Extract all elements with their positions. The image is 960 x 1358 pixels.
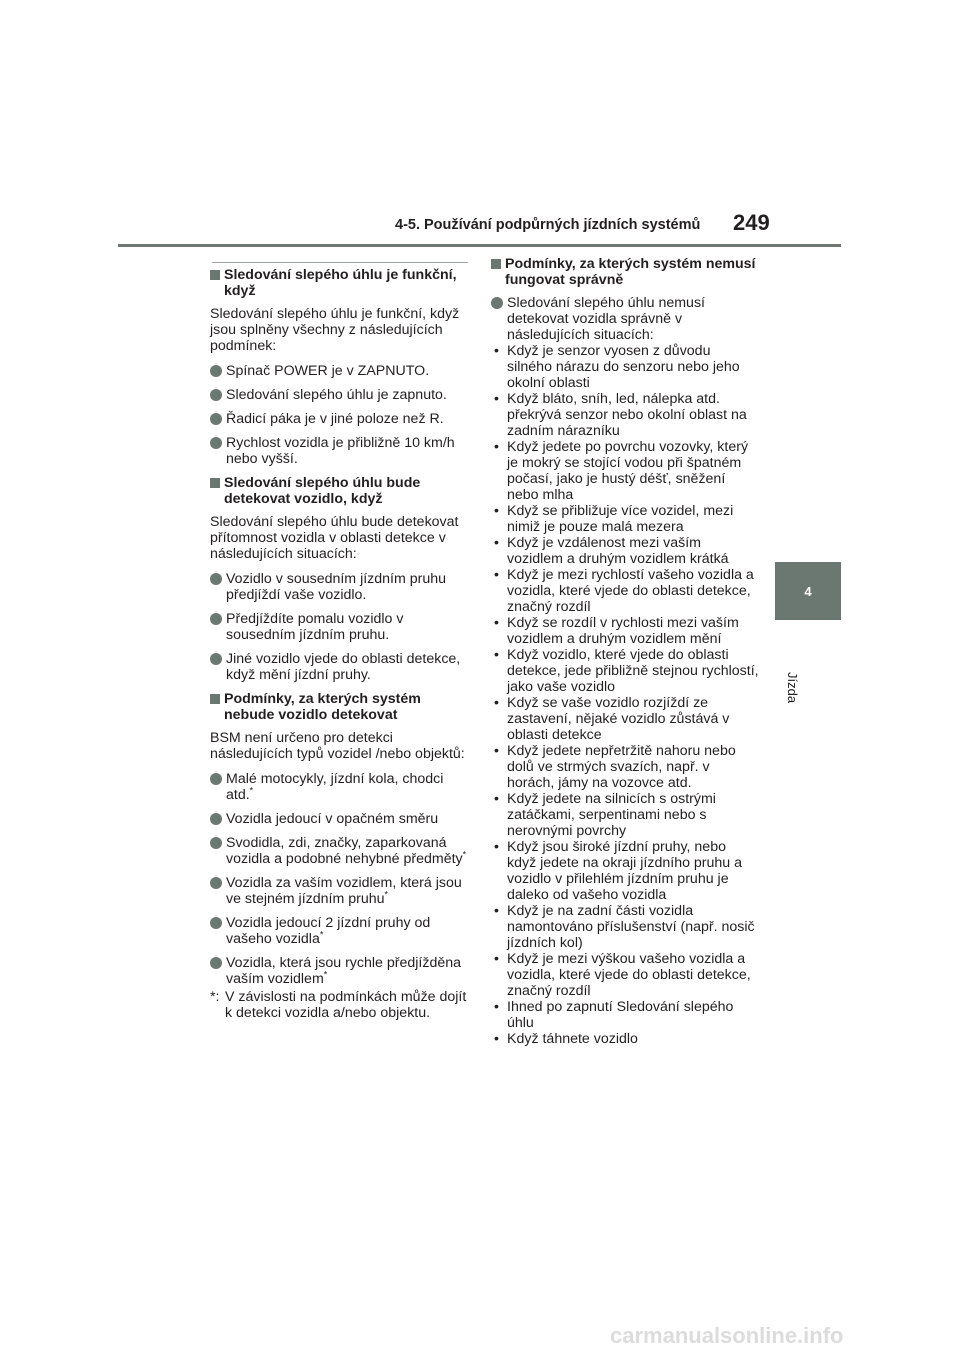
right-column [491, 256, 759, 1047]
paragraph: Sledování slepého úhlu bude detekovat přítomnost vozidla v oblasti detekce v následujících situacích: [210, 514, 459, 562]
sub-list-item: • Když bláto, sníh, led, nálepka atd. překrývá senzor nebo okolní oblast na zadním nárazníku [494, 391, 747, 439]
list-item: Jiné vozidlo vjede do oblasti detekce, když mění jízdní pruhy. [210, 651, 472, 683]
circle-bullet-icon [210, 365, 222, 377]
square-bullet-icon [491, 259, 501, 269]
sub-list-item: • Když jedete nepřetržitě nahoru nebo dolů ve strmých svazích, např. v horách, jámy na vozovce atd. [494, 743, 736, 791]
footnote-ref: * [323, 969, 328, 980]
sub-list-item: • Když se vaše vozidlo rozjíždí ze zastavení, nějaké vozidlo zůstává v oblasti detekce [494, 695, 730, 743]
circle-bullet-icon [210, 389, 222, 401]
circle-bullet-icon [210, 917, 222, 929]
list-item: Svodidla, zdi, značky, zaparkovaná vozidla a podobné nehybné předměty* [210, 835, 472, 867]
chapter-number: 4 [804, 583, 812, 599]
situations-list [491, 343, 759, 1047]
square-bullet-icon [210, 478, 220, 488]
sub-list-item: • Když je na zadní části vozidla namontováno příslušenství (např. nosič jízdních kol) [494, 903, 755, 951]
sub-list-item: • Když je vzdálenost mezi vaším vozidlem a druhým vozidlem krátká [494, 535, 729, 567]
sub-list-item: • Když vozidlo, které vjede do oblasti detekce, jede přibližně stejnou rychlostí, jako vaše vozidlo [494, 647, 759, 695]
list-item: Předjíždíte pomalu vozidlo v sousedním jízdním pruhu. [210, 611, 472, 643]
list-item: Vozidlo v sousedním jízdním pruhu předjíždí vaše vozidlo. [210, 571, 472, 603]
footnote-ref: * [249, 785, 254, 796]
sub-list-item: • Když jedete na silnicích s ostrými zatáčkami, serpentinami nebo s nerovnými povrchy [494, 791, 716, 839]
circle-bullet-icon [210, 957, 222, 969]
list-item: Malé motocykly, jízdní kola, chodci atd.* [210, 771, 472, 803]
heading-functional: Sledování slepého úhlu je funkční, když [210, 267, 472, 299]
circle-bullet-icon [210, 773, 222, 785]
left-column [210, 267, 472, 1021]
circle-bullet-icon [210, 653, 222, 665]
sub-list-item: • Když se rozdíl v rychlosti mezi vaším vozidlem a druhým vozidlem mění [494, 615, 739, 647]
list-item: Sledování slepého úhlu je zapnuto. [210, 387, 472, 403]
sub-list-item: • Když je senzor vyosen z důvodu silného nárazu do senzoru nebo jeho okolní oblasti [494, 343, 740, 391]
page-number: 249 [733, 210, 770, 235]
paragraph: BSM není určeno pro detekci následujících typů vozidel /nebo objektů: [210, 730, 465, 762]
list-item: Sledování slepého úhlu nemusí detekovat vozidla správně v následujících situacích: [491, 295, 759, 343]
heading-limitations: Podmínky, za kterých systém nemusí fungovat správně [491, 256, 759, 288]
section-title: 4-5. Používání podpůrných jízdních systémů [395, 217, 701, 233]
sub-list-item: • Když je mezi výškou vašeho vozidla a vozidla, které vjede do oblasti detekce, značný rozdíl [494, 951, 751, 999]
list-item: Řadicí páka je v jiné poloze než R. [210, 411, 472, 427]
list-item: Vozidla, která jsou rychle předjížděna vaším vozidlem* [210, 955, 472, 987]
sub-list-item: • Když jsou široké jízdní pruhy, nebo když jedete na okraji jízdního pruhu a vozidlo v přilehlém jízdním pruhu je daleko od vašeho vozidla [494, 839, 743, 903]
sub-list-item: • Když táhnete vozidlo [494, 1031, 638, 1047]
circle-bullet-icon [210, 837, 222, 849]
square-bullet-icon [210, 694, 220, 704]
paragraph: Sledování slepého úhlu je funkční, když jsou splněny všechny z následujících podmínek: [210, 306, 460, 354]
circle-bullet-icon [491, 297, 503, 309]
chapter-tab [775, 562, 841, 620]
list-item: Vozidla jedoucí 2 jízdní pruhy od vašeho vozidla* [210, 915, 472, 947]
chapter-label: Jízda [785, 672, 800, 704]
square-bullet-icon [210, 270, 220, 280]
sub-list-item: • Když jedete po povrchu vozovky, který je mokrý se stojící vodou při špatném počasí, jako je hustý déšť, sněžení nebo mlha [494, 439, 749, 503]
header-divider [118, 244, 841, 247]
heading-detection: Sledování slepého úhlu bude detekovat vozidlo, když [210, 475, 472, 507]
list-item: Rychlost vozidla je přibližně 10 km/h nebo vyšší. [210, 435, 472, 467]
column-divider [212, 262, 468, 263]
sub-list-item: • Když je mezi rychlostí vašeho vozidla a vozidla, které vjede do oblasti detekce, značný rozdíl [494, 567, 754, 615]
footnote-ref: * [462, 849, 467, 860]
footnote: *: V závislosti na podmínkách může dojít k detekci vozidla a/nebo objektu. [210, 989, 467, 1021]
sub-list-item: • Když se přibližuje více vozidel, mezi nimiž je pouze malá mezera [494, 503, 734, 535]
sub-list-item: • Ihned po zapnutí Sledování slepého úhlu [494, 999, 734, 1031]
list-item: Spínač POWER je v ZAPNUTO. [210, 363, 472, 379]
circle-bullet-icon [210, 573, 222, 585]
list-item: Vozidla za vaším vozidlem, která jsou ve stejném jízdním pruhu* [210, 875, 472, 907]
circle-bullet-icon [210, 813, 222, 825]
circle-bullet-icon [210, 613, 222, 625]
circle-bullet-icon [210, 437, 222, 449]
watermark-logo: carmanualsonline.info [610, 1323, 844, 1348]
heading-no-detection: Podmínky, za kterých systém nebude vozidlo detekovat [210, 691, 472, 723]
circle-bullet-icon [210, 877, 222, 889]
list-item: Vozidla jedoucí v opačném směru [210, 811, 472, 827]
circle-bullet-icon [210, 413, 222, 425]
footnote-ref: * [319, 929, 324, 940]
footnote-ref: * [384, 889, 389, 900]
